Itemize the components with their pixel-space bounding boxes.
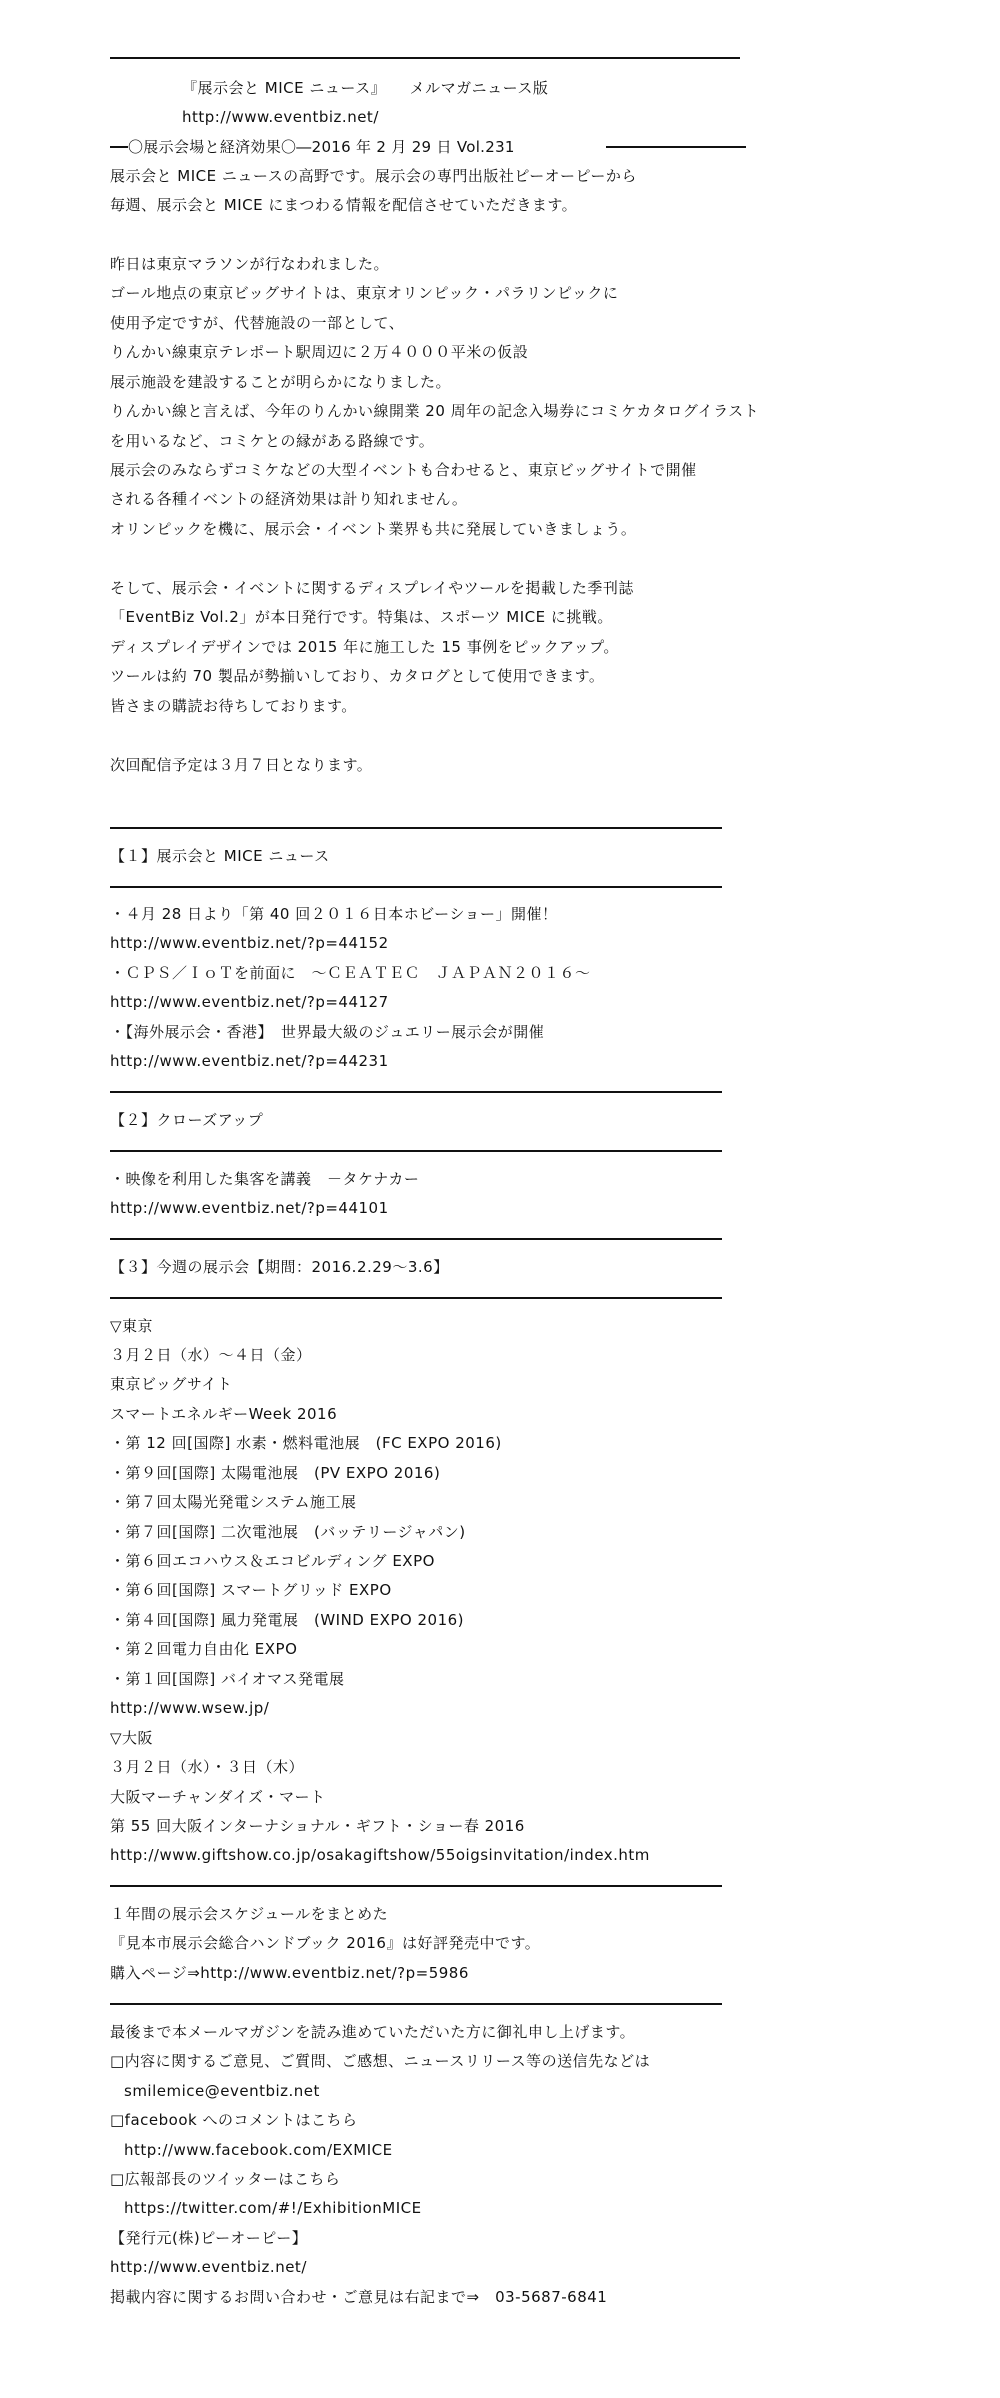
header-url-link[interactable]: http://www.eventbiz.net/ [182,108,379,126]
news-item: ・映像を利用した集客を講義 －タケナカー [110,1170,420,1188]
event-venue: 東京ビッグサイト [110,1375,233,1393]
news-item: ・ＣＰＳ／ＩｏＴを前面に ～ＣＥＡＴＥＣ ＪＡＰＡＮ２０１６～ [110,964,591,982]
issue-line: 〇展示会場と経済効果〇―2016 年 2 月 29 日 Vol.231 [128,138,515,156]
news-link[interactable]: http://www.eventbiz.net/?p=44152 [110,934,389,952]
event-link[interactable]: http://www.giftshow.co.jp/osakagiftshow/55oigsinvitation/index.htm [110,1846,650,1864]
event-date: ３月２日（水）・３日（木） [110,1758,305,1776]
event-item: ・第４回[国際] 風力発電展 (WIND EXPO 2016) [110,1611,465,1629]
handbook-line: １年間の展示会スケジュールをまとめた [110,1905,389,1923]
event-venue: 大阪マーチャンダイズ・マート [110,1788,326,1806]
body-line: オリンピックを機に、展示会・イベント業界も共に発展していきましょう。 [110,520,637,538]
inquiry-line: 掲載内容に関するお問い合わせ・ご意見は右記まで⇒ 03-5687-6841 [110,2288,608,2306]
event-link[interactable]: http://www.wsew.jp/ [110,1699,270,1717]
newsletter-title: 『展示会と MICE ニュース』 メルマガニュース版 [182,79,549,97]
news-item: ・４月 28 日より「第 40 回２０１６日本ホビーショー」開催！ [110,905,558,923]
body-line: りんかい線東京テレポート駅周辺に２万４０００平米の仮設 [110,343,529,361]
next-issue-note: 次回配信予定は３月７日となります。 [110,756,373,774]
section-divider [110,1297,722,1299]
intro-line: 毎週、展示会と MICE にまつわる情報を配信させていただきます。 [110,196,578,214]
event-item: ・第９回[国際] 太陽電池展 (PV EXPO 2016) [110,1464,441,1482]
section-divider [110,827,722,829]
section-title: 【１】展示会と MICE ニュース [110,847,330,865]
body-line: ディスプレイデザインでは 2015 年に施工した 15 事例をピックアップ。 [110,638,619,656]
body-line: そして、展示会・イベントに関するディスプレイやツールを掲載した季刊誌 [110,579,634,597]
event-item: ・第２回電力自由化 EXPO [110,1640,298,1658]
facebook-link[interactable]: http://www.facebook.com/EXMICE [124,2141,393,2159]
event-name: スマートエネルギーWeek 2016 [110,1405,338,1423]
section-title: 【３】今週の展示会【期間：2016.2.29～3.6】 [110,1258,449,1276]
contact-label: □内容に関するご意見、ご質問、ご感想、ニュースリリース等の送信先などは [110,2052,651,2070]
thanks-line: 最後まで本メールマガジンを読み進めていただいた方に御礼申し上げます。 [110,2023,636,2041]
handbook-purchase-link[interactable]: 購入ページ⇒http://www.eventbiz.net/?p=5986 [110,1964,469,1982]
event-name: 第 55 回大阪インターナショナル・ギフト・ショー春 2016 [110,1817,525,1835]
publisher-name: 【発行元(株)ピーオーピー】 [110,2229,308,2247]
body-line: 皆さまの購読お待ちしております。 [110,697,357,715]
section-divider [110,886,722,888]
event-item: ・第６回エコハウス＆エコビルディング EXPO [110,1552,435,1570]
issue-banner-rule-left [110,146,128,148]
news-link[interactable]: http://www.eventbiz.net/?p=44101 [110,1199,389,1217]
intro-line: 展示会と MICE ニュースの高野です。展示会の専門出版社ピーオーピーから [110,167,637,185]
twitter-link[interactable]: https://twitter.com/#!/ExhibitionMICE [124,2199,422,2217]
section-title: 【２】クローズアップ [110,1111,264,1129]
region-heading: ▽大阪 [110,1729,154,1747]
news-link[interactable]: http://www.eventbiz.net/?p=44127 [110,993,389,1011]
section-divider [110,1150,722,1152]
event-item: ・第 12 回[国際] 水素・燃料電池展 (FC EXPO 2016) [110,1434,502,1452]
contact-email-link[interactable]: smilemice@eventbiz.net [124,2082,320,2100]
facebook-label: □facebook へのコメントはこちら [110,2111,358,2129]
publisher-link[interactable]: http://www.eventbiz.net/ [110,2258,307,2276]
handbook-line: 『見本市展示会総合ハンドブック 2016』は好評発売中です。 [110,1934,541,1952]
news-link[interactable]: http://www.eventbiz.net/?p=44231 [110,1052,389,1070]
issue-banner-rule-right [606,146,746,148]
body-line: を用いるなど、コミケとの縁がある路線です。 [110,432,435,450]
body-line: ゴール地点の東京ビッグサイトは、東京オリンピック・パラリンピックに [110,284,619,302]
section-divider [110,1091,722,1093]
top-divider [110,57,740,59]
event-item: ・第７回太陽光発電システム施工展 [110,1493,357,1511]
event-item: ・第６回[国際] スマートグリッド EXPO [110,1581,392,1599]
news-item: ・【海外展示会・香港】 世界最大級のジュエリー展示会が開催 [110,1023,545,1041]
body-line: 使用予定ですが、代替施設の一部として、 [110,314,405,332]
body-line: りんかい線と言えば、今年のりんかい線開業 20 周年の記念入場券にコミケカタログイラスト [110,402,760,420]
region-heading: ▽東京 [110,1317,154,1335]
body-line: 展示会のみならずコミケなどの大型イベントも合わせると、東京ビッグサイトで開催 [110,461,697,479]
body-line: ツールは約 70 製品が勢揃いしており、カタログとして使用できます。 [110,667,605,685]
event-item: ・第１回[国際] バイオマス発電展 [110,1670,345,1688]
event-date: ３月２日（水）～４日（金） [110,1346,312,1364]
section-divider [110,1238,722,1240]
section-divider [110,1885,722,1887]
event-item: ・第７回[国際] 二次電池展 (バッテリージャパン) [110,1523,466,1541]
body-line: 昨日は東京マラソンが行なわれました。 [110,255,390,273]
twitter-label: □広報部長のツイッターはこちら [110,2170,341,2188]
body-line: 展示施設を建設することが明らかになりました。 [110,373,452,391]
body-line: 「EventBiz Vol.2」が本日発行です。特集は、スポーツ MICE に挑戦。 [110,608,613,626]
issue-banner [110,137,746,157]
section-divider [110,2003,722,2005]
body-line: される各種イベントの経済効果は計り知れません。 [110,490,468,508]
